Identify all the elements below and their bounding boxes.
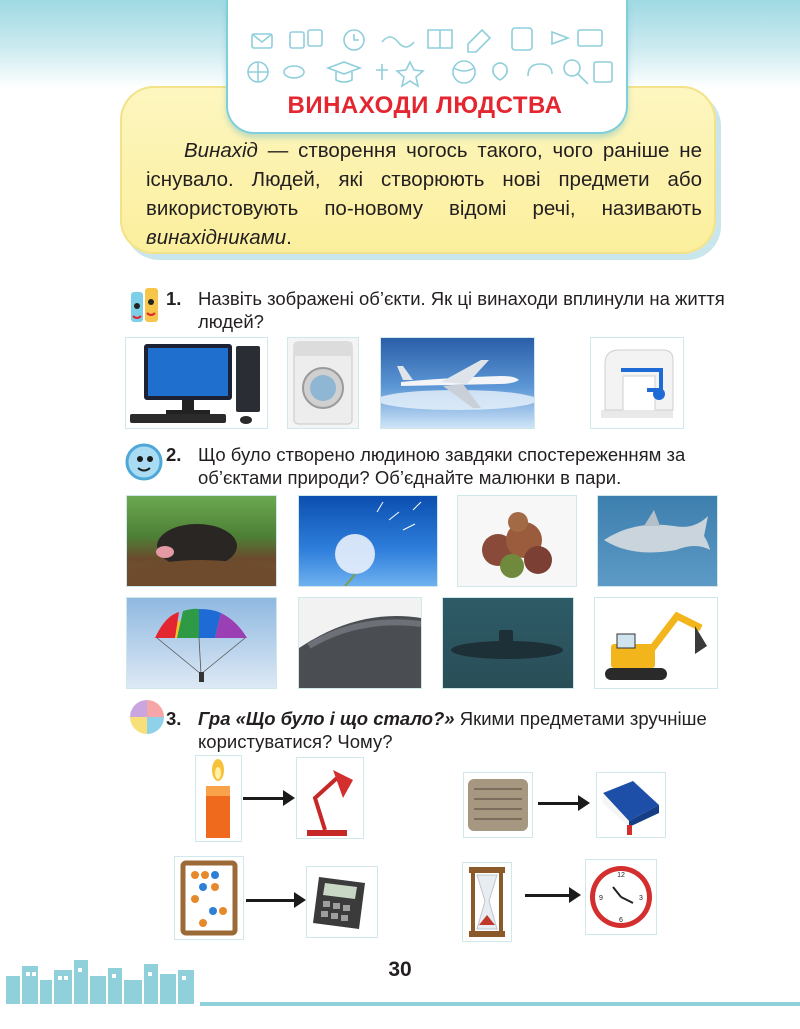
photo-burdock bbox=[457, 495, 577, 587]
doodle-pattern bbox=[232, 20, 618, 92]
footer-line bbox=[200, 1002, 800, 1006]
arrow-candle-to-lamp bbox=[243, 797, 285, 800]
arrow-abacus-to-calculator bbox=[246, 899, 296, 902]
definition-body: — створення чогось такого, чого раніше не існувало. Людей, які створюють нові предмети або використовують по-новому відомі речі, називають bbox=[146, 139, 702, 220]
city-skyline-icon bbox=[0, 946, 200, 1004]
pencils-icon bbox=[128, 286, 162, 326]
photo-abacus bbox=[174, 856, 244, 940]
photo-excavator bbox=[594, 597, 718, 689]
task-2-text: Що було створено людиною завдяки спостереженням за об’єктами природи? Об’єднайте малюнки в пари. bbox=[198, 444, 686, 488]
definition-text bbox=[146, 136, 702, 252]
photo-calculator bbox=[306, 866, 378, 938]
photo-washing-machine bbox=[287, 337, 359, 429]
photo-desk-lamp bbox=[296, 757, 364, 839]
photo-mole bbox=[126, 495, 277, 587]
page-number: 30 bbox=[388, 958, 412, 981]
color-wheel-icon bbox=[128, 698, 166, 736]
task-3-title: Гра «Що було і що стало?» bbox=[198, 708, 455, 729]
photo-book bbox=[596, 772, 666, 838]
svg-text:6: 6 bbox=[619, 917, 623, 924]
photo-velcro bbox=[298, 597, 422, 689]
arrow-hourglass-to-clock bbox=[525, 894, 571, 897]
svg-text:3: 3 bbox=[639, 895, 643, 902]
svg-text:9: 9 bbox=[599, 895, 603, 902]
photo-shark bbox=[597, 495, 718, 587]
photo-candle bbox=[195, 755, 242, 842]
photo-hourglass bbox=[462, 862, 512, 942]
arrow-tablet-to-book bbox=[538, 802, 580, 805]
photo-dandelion bbox=[298, 495, 438, 587]
task-2-number: 2. bbox=[166, 444, 182, 465]
task-3-text bbox=[198, 707, 754, 753]
definition-term-2: винахідниками bbox=[146, 226, 287, 249]
photo-parachute bbox=[126, 597, 277, 689]
photo-wall-clock bbox=[585, 859, 657, 935]
photo-submarine bbox=[442, 597, 574, 689]
svg-text:12: 12 bbox=[617, 872, 625, 879]
task-3-number: 3. bbox=[166, 708, 182, 729]
page-title: ВИНАХОДИ ЛЮДСТВА bbox=[287, 92, 563, 119]
photo-clay-tablet bbox=[463, 772, 533, 838]
task-1-number: 1. bbox=[166, 288, 182, 309]
definition-end: . bbox=[286, 226, 292, 249]
task-3-body: Якими предметами зручніше користуватися? Чому? bbox=[198, 708, 707, 752]
definition-term: Винахід bbox=[184, 139, 258, 162]
photo-sewing-machine bbox=[590, 337, 684, 429]
task-1-text: Назвіть зображені об’єкти. Як ці винаходи вплинули на життя людей? bbox=[198, 288, 725, 332]
photo-computer bbox=[125, 337, 268, 429]
photo-airplane bbox=[380, 337, 535, 429]
magnifier-icon bbox=[124, 442, 164, 482]
